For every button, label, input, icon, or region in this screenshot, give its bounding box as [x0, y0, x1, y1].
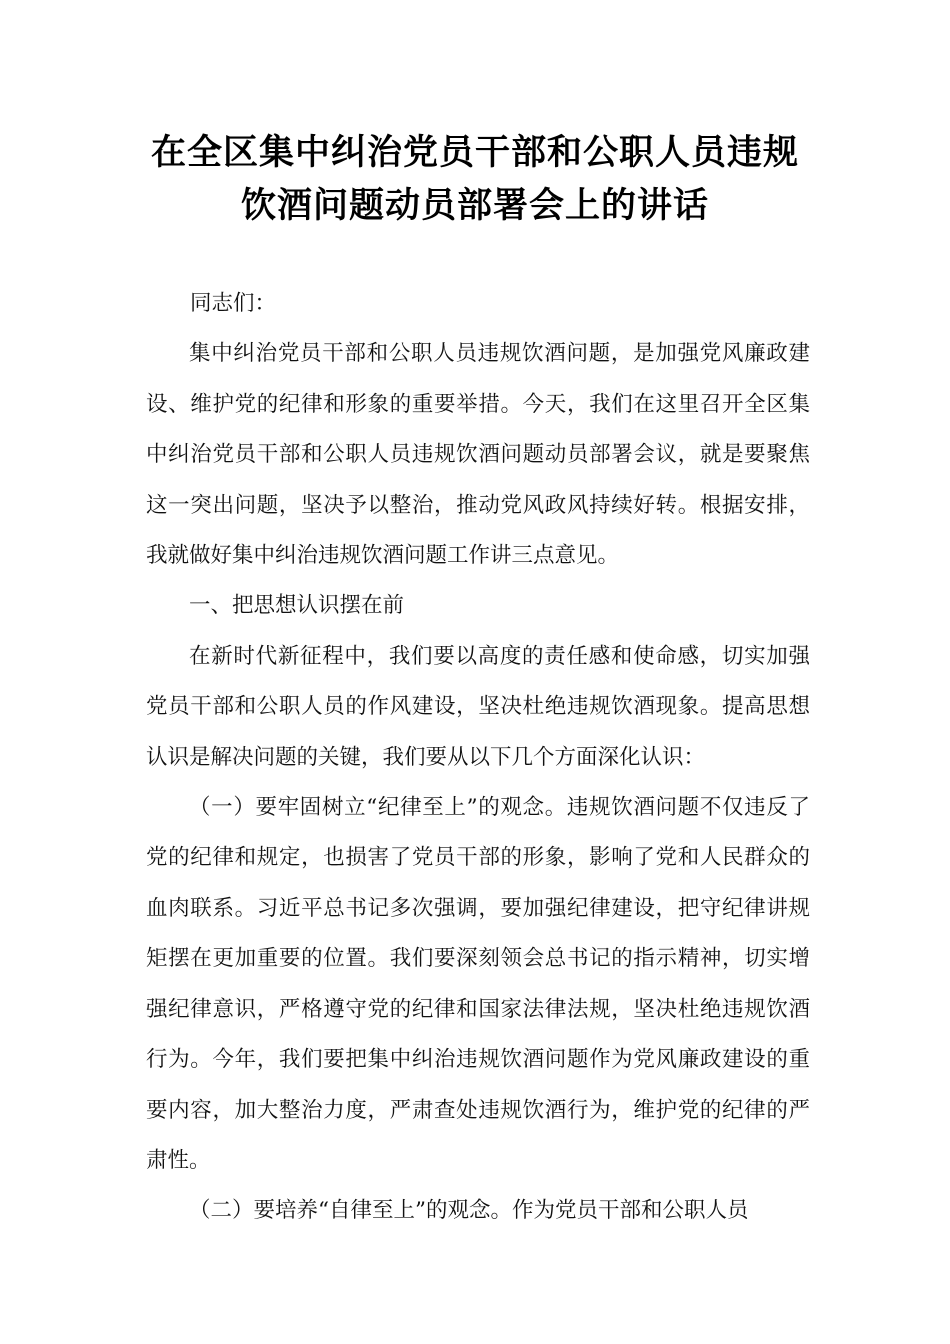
body-paragraph-intro: 集中纠治党员干部和公职人员违规饮酒问题，是加强党风廉政建设、维护党的纪律和形象的重要举措。今天，我们在这里召开全区集中纠治党员干部和公职人员违规饮酒问题动员部署会议，就是要聚焦这一突出问题，坚决予以整治，推动党风政风持续好转。根据安排，我就做好集中纠治违规饮酒问题工作讲三点意见。: [146, 341, 810, 569]
document-body: [146, 279, 810, 1237]
body-paragraph-point-1: （一）要牢固树立“纪律至上”的观念。违规饮酒问题不仅违反了党的纪律和规定，也损害了党员干部的形象，影响了党和人民群众的血肉联系。习近平总书记多次强调，要加强纪律建设，把守纪律讲规矩摆在更加重要的位置。我们要深刻领会总书记的指示精神，切实增强纪律意识，严格遵守党的纪律和国家法律法规，坚决杜绝违规饮酒行为。今年，我们要把集中纠治违规饮酒问题作为党风廉政建设的重要内容，加大整治力度，严肃查处违规饮酒行为，维护党的纪律的严肃性。: [146, 795, 810, 1173]
salutation: 同志们：: [190, 291, 277, 316]
body-paragraph-section-1: 在新时代新征程中，我们要以高度的责任感和使命感，切实加强党员干部和公职人员的作风建设，坚决杜绝违规饮酒现象。提高思想认识是解决问题的关键，我们要从以下几个方面深化认识：: [146, 643, 810, 770]
document-title-line-2: 饮酒问题动员部署会上的讲话: [240, 186, 709, 226]
document-title-line-1: 在全区集中纠治党员干部和公职人员违规: [150, 133, 799, 173]
section-heading-1: 一、把思想认识摆在前: [189, 593, 405, 619]
body-paragraph-point-2: （二）要培养“自律至上”的观念。作为党员干部和公职人员: [189, 1198, 749, 1224]
